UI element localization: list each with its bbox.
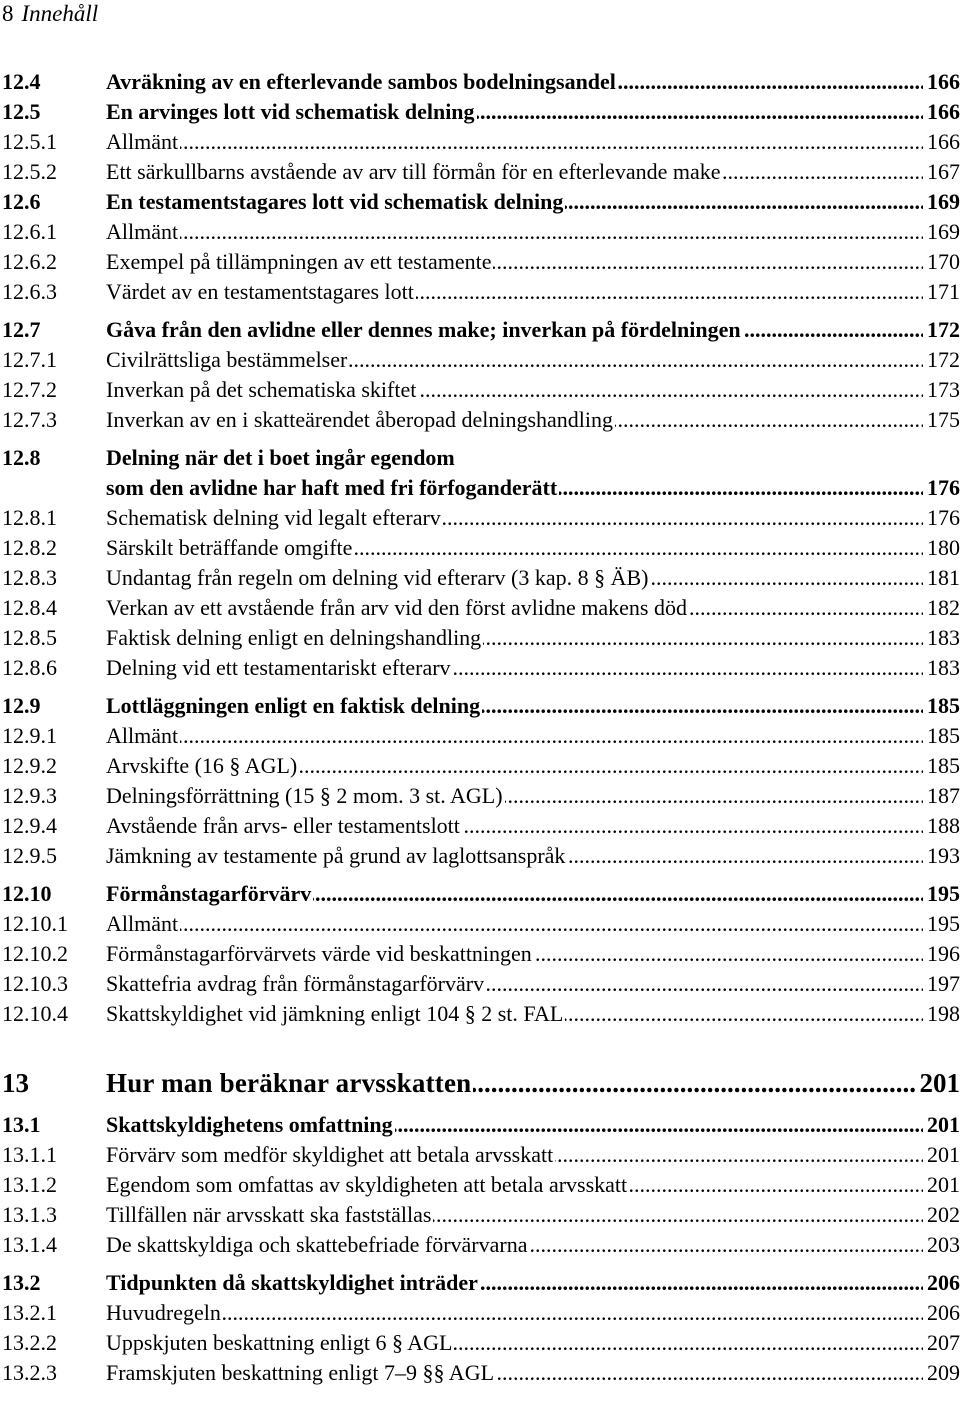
- toc-entry-label: Faktisk delning enligt en delningshandling: [106, 625, 482, 650]
- toc-entry-number: 12.9.3: [2, 783, 57, 808]
- toc-entry-title: [106, 405, 923, 435]
- toc-entry-page-number: 209: [923, 1358, 960, 1388]
- toc-entry-label: Avräkning av en efterlevande sambos bodelningsandel: [106, 69, 616, 94]
- toc-entry-page-number: 173: [923, 375, 960, 405]
- toc-entry-number: 12.5: [2, 99, 41, 124]
- toc-entry-label: Inverkan på det schematiska skiftet: [106, 377, 417, 402]
- toc-entry-number: 12.8.3: [2, 565, 57, 590]
- toc-entry-title: [106, 1170, 923, 1200]
- toc-entry-page-number: 195: [923, 909, 960, 939]
- toc-subsection-entry[interactable]: [0, 593, 960, 623]
- table-of-contents: [0, 67, 960, 1388]
- toc-entry-title: [106, 1358, 923, 1388]
- toc-entry-page-number: 206: [923, 1298, 960, 1328]
- toc-entry-title: [106, 879, 923, 909]
- toc-entry-page-number: 171: [923, 277, 960, 307]
- toc-entry-title: [106, 1328, 923, 1358]
- toc-entry-label: Schematisk delning vid legalt efterarv: [106, 505, 441, 530]
- toc-entry-page-number: 182: [923, 593, 960, 623]
- toc-entry-number: 12.8.2: [2, 535, 57, 560]
- toc-entry-page-number: 201: [923, 1170, 960, 1200]
- toc-entry-title: [106, 1110, 923, 1140]
- toc-entry-label: De skattskyldiga och skattebefriade förvärvarna: [106, 1232, 528, 1257]
- toc-entry-page-number: 172: [923, 315, 960, 345]
- toc-subsection-entry[interactable]: [0, 375, 960, 405]
- toc-subsection-entry[interactable]: [0, 157, 960, 187]
- toc-entry-page-number: 166: [923, 67, 960, 97]
- toc-entry-page-number: 172: [923, 345, 960, 375]
- toc-entry-page-number: 198: [923, 999, 960, 1029]
- toc-entry-label: Civilrättsliga bestämmelser: [106, 347, 348, 372]
- toc-subsection-entry[interactable]: [0, 247, 960, 277]
- toc-entry-number: 12.9.1: [2, 723, 57, 748]
- toc-entry-page-number: 201: [923, 1110, 960, 1140]
- toc-entry-title: [106, 217, 923, 247]
- running-title: Innehåll: [21, 1, 99, 26]
- toc-entry-label: Tidpunkten då skattskyldighet inträder: [106, 1270, 478, 1295]
- toc-entry-page-number: 196: [923, 939, 960, 969]
- toc-entry-title: [106, 315, 923, 345]
- toc-entry-title: [106, 1268, 923, 1298]
- toc-section-entry[interactable]: [0, 1268, 960, 1298]
- toc-entry-title: [106, 67, 923, 97]
- toc-section-entry[interactable]: [0, 1110, 960, 1140]
- toc-subsection-entry[interactable]: [0, 721, 960, 751]
- toc-section-entry[interactable]: [0, 67, 960, 97]
- toc-entry-page-number: 185: [923, 721, 960, 751]
- toc-entry-title: [106, 691, 923, 721]
- toc-entry-number: 12.10.2: [2, 941, 68, 966]
- toc-subsection-entry[interactable]: [0, 1328, 960, 1358]
- toc-entry-page-number: 176: [923, 473, 960, 503]
- toc-entry-title: [106, 999, 923, 1029]
- toc-entry-number: 13: [2, 1068, 29, 1098]
- toc-entry-number: 12.7: [2, 317, 41, 342]
- toc-entry-title: [106, 1140, 923, 1170]
- toc-subsection-entry[interactable]: [0, 999, 960, 1029]
- toc-entry-title: [106, 811, 923, 841]
- toc-entry-page-number: 197: [923, 969, 960, 999]
- toc-entry-page-number: 203: [923, 1230, 960, 1260]
- toc-entry-label: Värdet av en testamentstagares lott: [106, 279, 414, 304]
- toc-entry-label: Allmänt: [106, 911, 179, 936]
- toc-entry-label: Skattskyldighet vid jämkning enligt 104 § 2 st. FAL: [106, 1001, 564, 1026]
- toc-entry-label: Gåva från den avlidne eller dennes make; inverkan på fördelningen: [106, 317, 741, 342]
- toc-entry-title: [106, 939, 923, 969]
- toc-entry-label: Avstående från arvs- eller testamentslott: [106, 813, 460, 838]
- toc-entry-page-number: 201: [923, 1140, 960, 1170]
- toc-subsection-entry[interactable]: [0, 277, 960, 307]
- toc-entry-title: [106, 345, 923, 375]
- toc-subsection-entry[interactable]: [0, 1358, 960, 1388]
- toc-entry-label: Skattskyldighetens omfattning: [106, 1112, 393, 1137]
- toc-entry-number: 13.1.1: [2, 1142, 57, 1167]
- toc-entry-title: [106, 1064, 917, 1102]
- toc-subsection-entry[interactable]: [0, 533, 960, 563]
- toc-entry-label: Tillfällen när arvsskatt ska fastställas: [106, 1202, 432, 1227]
- toc-subsection-entry[interactable]: [0, 563, 960, 593]
- toc-subsection-entry[interactable]: [0, 1170, 960, 1200]
- toc-entry-number: 13.2.2: [2, 1330, 57, 1355]
- toc-entry-title: [106, 1298, 923, 1328]
- toc-entry-number: 13.2.3: [2, 1360, 57, 1385]
- toc-subsection-entry[interactable]: [0, 909, 960, 939]
- toc-entry-title: [106, 127, 923, 157]
- toc-entry-number: 13.1: [2, 1112, 41, 1137]
- toc-entry-label: Förmånstagarförvärvets värde vid beskattningen: [106, 941, 532, 966]
- toc-entry-title: [106, 969, 923, 999]
- toc-section-entry[interactable]: [0, 443, 960, 503]
- toc-entry-title: [106, 721, 923, 751]
- toc-subsection-entry[interactable]: [0, 781, 960, 811]
- toc-subsection-entry[interactable]: [0, 1200, 960, 1230]
- toc-entry-label: En testamentstagares lott vid schematisk delning: [106, 189, 564, 214]
- toc-subsection-entry[interactable]: [0, 623, 960, 653]
- page-header: [2, 0, 98, 28]
- toc-entry-number: 12.6: [2, 189, 41, 214]
- toc-subsection-entry[interactable]: [0, 751, 960, 781]
- toc-subsection-entry[interactable]: [0, 939, 960, 969]
- toc-entry-number: 12.7.1: [2, 347, 57, 372]
- toc-entry-number: 12.10.4: [2, 1001, 68, 1026]
- toc-entry-number: 13.1.3: [2, 1202, 57, 1227]
- toc-entry-title: [106, 533, 923, 563]
- toc-entry-label: En arvinges lott vid schematisk delning: [106, 99, 475, 124]
- toc-entry-title: [106, 623, 923, 653]
- toc-entry-number: 12.8: [2, 445, 41, 470]
- toc-subsection-entry[interactable]: [0, 969, 960, 999]
- toc-entry-page-number: 185: [923, 691, 960, 721]
- toc-entry-label: Verkan av ett avstående från arv vid den först avlidne makens död: [106, 595, 687, 620]
- toc-entry-label: Egendom som omfattas av skyldigheten att betala arvsskatt: [106, 1172, 628, 1197]
- toc-entry-page-number: 176: [923, 503, 960, 533]
- toc-entry-page-number: 201: [917, 1064, 960, 1102]
- toc-section-entry[interactable]: [0, 97, 960, 127]
- toc-subsection-entry[interactable]: [0, 1230, 960, 1260]
- toc-entry-number: 12.5.2: [2, 159, 57, 184]
- toc-entry-title: [106, 157, 923, 187]
- toc-entry-number: 12.7.2: [2, 377, 57, 402]
- toc-entry-page-number: 206: [923, 1268, 960, 1298]
- toc-entry-number: 12.8.6: [2, 655, 57, 680]
- toc-entry-label: Delningsförrättning (15 § 2 mom. 3 st. AGL): [106, 783, 503, 808]
- toc-entry-title: [106, 277, 923, 307]
- toc-entry-title: [106, 1230, 923, 1260]
- toc-entry-number: 12.4: [2, 69, 41, 94]
- toc-entry-title: [106, 443, 923, 503]
- toc-section-entry[interactable]: [0, 315, 960, 345]
- toc-entry-label: Jämkning av testamente på grund av laglottsanspråk: [106, 843, 566, 868]
- toc-entry-label: Inverkan av en i skatteärendet åberopad delningshandling: [106, 407, 614, 432]
- toc-chapter-entry[interactable]: [0, 1064, 960, 1102]
- toc-entry-label: Hur man beräknar arvsskatten: [106, 1068, 472, 1098]
- toc-entry-page-number: 166: [923, 97, 960, 127]
- toc-subsection-entry[interactable]: [0, 345, 960, 375]
- toc-section-entry[interactable]: [0, 691, 960, 721]
- toc-entry-page-number: 180: [923, 533, 960, 563]
- toc-entry-page-number: 169: [923, 187, 960, 217]
- toc-entry-title-line-1: Delning när det i boet ingår egendom: [106, 443, 923, 473]
- toc-entry-title: [106, 841, 923, 871]
- toc-entry-number: 12.6.1: [2, 219, 57, 244]
- toc-entry-label: Uppskjuten beskattning enligt 6 § AGL: [106, 1330, 453, 1355]
- toc-entry-title: [106, 751, 923, 781]
- toc-entry-page-number: 183: [923, 623, 960, 653]
- toc-entry-number: 12.6.2: [2, 249, 57, 274]
- toc-entry-title: [106, 1200, 923, 1230]
- toc-entry-number: 12.10.3: [2, 971, 68, 996]
- toc-entry-page-number: 175: [923, 405, 960, 435]
- toc-entry-title: [106, 247, 923, 277]
- toc-entry-label: Delning vid ett testamentariskt efterarv: [106, 655, 451, 680]
- toc-entry-label: Skattefria avdrag från förmånstagarförvärv: [106, 971, 485, 996]
- toc-entry-number: 12.8.5: [2, 625, 57, 650]
- toc-entry-page-number: 187: [923, 781, 960, 811]
- toc-entry-page-number: 202: [923, 1200, 960, 1230]
- toc-entry-label: Allmänt: [106, 129, 179, 154]
- toc-entry-number: 12.10: [2, 881, 52, 906]
- toc-entry-number: 12.7.3: [2, 407, 57, 432]
- toc-entry-page-number: 185: [923, 751, 960, 781]
- toc-entry-page-number: 181: [923, 563, 960, 593]
- toc-entry-page-number: 193: [923, 841, 960, 871]
- toc-entry-label: Huvudregeln: [106, 1300, 221, 1325]
- page-number: 8: [2, 1, 14, 26]
- toc-entry-number: 12.6.3: [2, 279, 57, 304]
- toc-subsection-entry[interactable]: [0, 405, 960, 435]
- toc-entry-label: Allmänt: [106, 723, 179, 748]
- toc-entry-title: [106, 187, 923, 217]
- toc-section-entry[interactable]: [0, 879, 960, 909]
- toc-entry-title: [106, 593, 923, 623]
- toc-entry-number: 13.1.2: [2, 1172, 57, 1197]
- toc-entry-number: 12.9.2: [2, 753, 57, 778]
- toc-entry-page-number: 188: [923, 811, 960, 841]
- toc-entry-title: [106, 375, 923, 405]
- toc-entry-number: 12.10.1: [2, 911, 68, 936]
- toc-entry-label: Förvärv som medför skyldighet att betala arvsskatt: [106, 1142, 554, 1167]
- toc-entry-label: Undantag från regeln om delning vid efterarv (3 kap. 8 § ÄB): [106, 565, 649, 590]
- toc-entry-label: Arvskifte (16 § AGL): [106, 753, 298, 778]
- toc-entry-number: 13.2: [2, 1270, 41, 1295]
- toc-entry-title-line-2: som den avlidne har haft med fri förfoganderätt: [106, 475, 558, 500]
- toc-entry-number: 12.8.4: [2, 595, 57, 620]
- toc-entry-page-number: 183: [923, 653, 960, 683]
- toc-subsection-entry[interactable]: [0, 841, 960, 871]
- toc-entry-number: 12.9.5: [2, 843, 57, 868]
- toc-entry-title: [106, 781, 923, 811]
- toc-entry-page-number: 207: [923, 1328, 960, 1358]
- toc-entry-number: 12.9.4: [2, 813, 57, 838]
- toc-entry-title: [106, 563, 923, 593]
- toc-entry-page-number: 170: [923, 247, 960, 277]
- toc-entry-title: [106, 503, 923, 533]
- toc-subsection-entry[interactable]: [0, 217, 960, 247]
- toc-entry-label: Exempel på tillämpningen av ett testamente: [106, 249, 492, 274]
- toc-subsection-entry[interactable]: [0, 1298, 960, 1328]
- toc-entry-number: 12.8.1: [2, 505, 57, 530]
- toc-entry-title: [106, 909, 923, 939]
- toc-subsection-entry[interactable]: [0, 811, 960, 841]
- toc-entry-number: 13.1.4: [2, 1232, 57, 1257]
- toc-entry-label: Allmänt: [106, 219, 179, 244]
- toc-section-entry[interactable]: [0, 187, 960, 217]
- toc-subsection-entry[interactable]: [0, 653, 960, 683]
- toc-entry-label: Särskilt beträffande omgifte: [106, 535, 353, 560]
- toc-entry-number: 12.9: [2, 693, 41, 718]
- toc-entry-label: Lottläggningen enligt en faktisk delning: [106, 693, 481, 718]
- toc-entry-label: Ett särkullbarns avstående av arv till förmån för en efterlevande make: [106, 159, 721, 184]
- toc-entry-title: [106, 97, 923, 127]
- toc-subsection-entry[interactable]: [0, 503, 960, 533]
- toc-entry-number: 12.5.1: [2, 129, 57, 154]
- toc-entry-title: [106, 653, 923, 683]
- toc-entry-label: Förmånstagarförvärv: [106, 881, 312, 906]
- toc-entry-label: Framskjuten beskattning enligt 7–9 §§ AGL: [106, 1360, 495, 1385]
- toc-entry-page-number: 195: [923, 879, 960, 909]
- toc-subsection-entry[interactable]: [0, 127, 960, 157]
- toc-entry-page-number: 167: [923, 157, 960, 187]
- toc-entry-number: 13.2.1: [2, 1300, 57, 1325]
- toc-entry-page-number: 169: [923, 217, 960, 247]
- toc-entry-page-number: 166: [923, 127, 960, 157]
- toc-subsection-entry[interactable]: [0, 1140, 960, 1170]
